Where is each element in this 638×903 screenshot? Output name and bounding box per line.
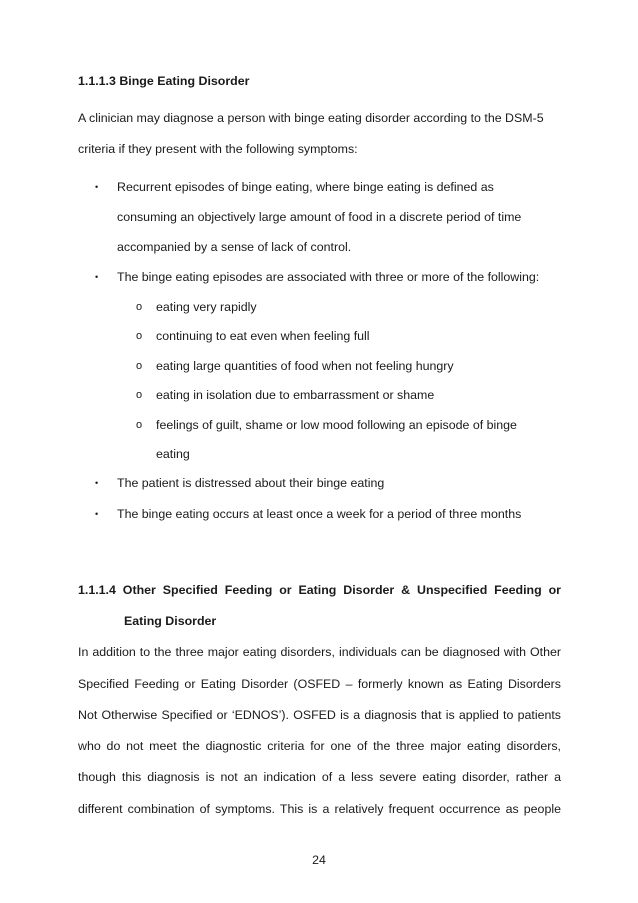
- bullet-1-line-1: Recurrent episodes of binge eating, where binge eating is defined as: [117, 180, 494, 194]
- bullet-2-text: The binge eating episodes are associated with three or more of the following:: [117, 270, 540, 284]
- bullet-1-line-2: consuming an objectively large amount of food in a discrete period of time: [117, 210, 522, 224]
- paragraph-line-3: Not Otherwise Specified or ‘EDNOS’). OSFED is a diagnosis that is applied to patients: [78, 708, 561, 722]
- paragraph-line-2: Specified Feeding or Eating Disorder (OSFED – formerly known as Eating Disorders: [78, 677, 561, 691]
- section-heading-1114-line-2: Eating Disorder: [124, 614, 217, 628]
- section-heading-1114-line-1: 1.1.1.4 Other Specified Feeding or Eating Disorder & Unspecified Feeding or: [78, 583, 561, 597]
- intro-line-2: criteria if they present with the following symptoms:: [78, 142, 358, 156]
- sub-bullet-2: continuing to eat even when feeling full: [156, 329, 370, 343]
- bullet-marker: •: [95, 182, 99, 192]
- page-number: 24: [312, 853, 326, 867]
- sub-bullet-4: eating in isolation due to embarrassment or shame: [156, 388, 435, 402]
- bullet-1-line-3: accompanied by a sense of lack of control.: [117, 240, 352, 254]
- sub-bullet-marker: o: [136, 360, 143, 372]
- paragraph-line-1: In addition to the three major eating disorders, individuals can be diagnosed with Other: [78, 645, 561, 659]
- sub-bullet-5-line-1: feelings of guilt, shame or low mood following an episode of binge: [156, 418, 517, 432]
- bullet-marker: •: [95, 509, 99, 519]
- bullet-marker: •: [95, 272, 99, 282]
- bullet-3-text: The patient is distressed about their binge eating: [117, 476, 385, 490]
- section-heading-1113: 1.1.1.3 Binge Eating Disorder: [78, 74, 250, 88]
- bullet-marker: •: [95, 478, 99, 488]
- paragraph-line-5: though this diagnosis is not an indication of a less severe eating disorder, rather a: [78, 770, 561, 784]
- sub-bullet-3: eating large quantities of food when not feeling hungry: [156, 359, 454, 373]
- sub-bullet-marker: o: [136, 330, 143, 342]
- sub-bullet-marker: o: [136, 301, 143, 313]
- sub-bullet-marker: o: [136, 419, 143, 431]
- paragraph-line-4: who do not meet the diagnostic criteria for one of the three major eating disorders,: [78, 739, 561, 753]
- sub-bullet-1: eating very rapidly: [156, 300, 257, 314]
- sub-bullet-5-line-2: eating: [156, 447, 190, 461]
- bullet-4-text: The binge eating occurs at least once a week for a period of three months: [117, 507, 522, 521]
- intro-line-1: A clinician may diagnose a person with binge eating disorder according to the DSM-5: [78, 111, 544, 125]
- paragraph-line-6: different combination of symptoms. This is a relatively frequent occurrence as people: [78, 802, 561, 816]
- sub-bullet-marker: o: [136, 389, 143, 401]
